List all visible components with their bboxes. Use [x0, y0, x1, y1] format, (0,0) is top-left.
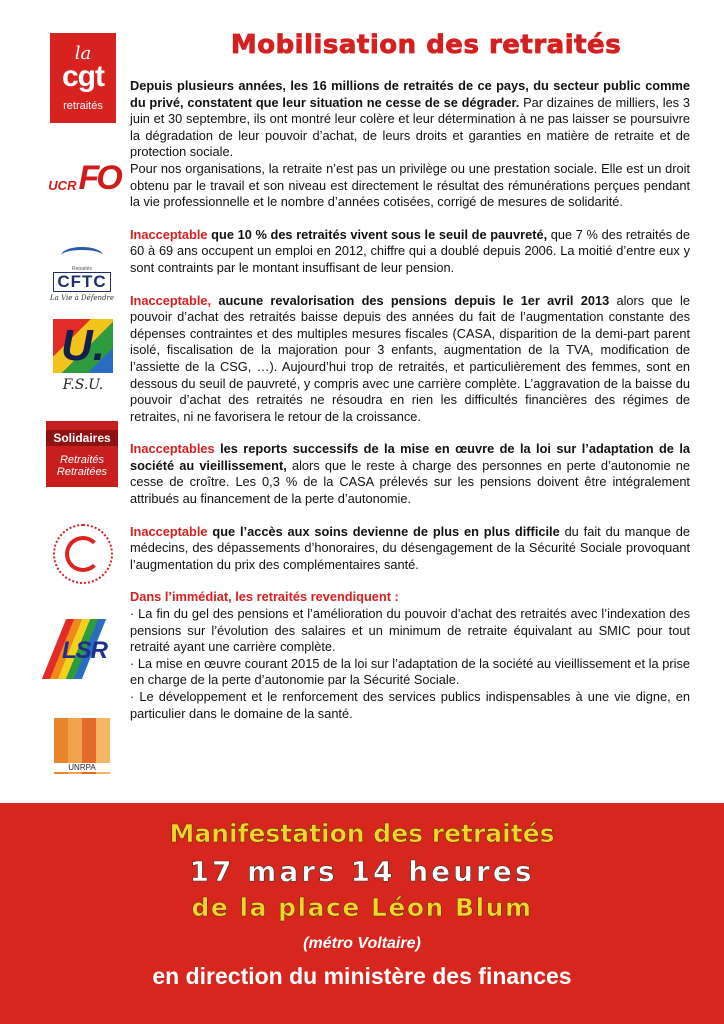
fsu-logo-letter: U.	[61, 321, 105, 370]
ucr-fo-logo-fo: FO	[78, 159, 120, 197]
paragraph-poverty	[130, 227, 690, 277]
cftc-logo-name: CFTC	[53, 272, 110, 292]
banner-destination: en direction du ministère des finances	[152, 963, 572, 989]
cftc-logo-arc	[61, 247, 103, 264]
demands-heading	[130, 589, 690, 606]
solidaires-logo-top: Solidaires	[46, 430, 118, 446]
fgr-logo-ring	[53, 524, 113, 584]
banner-metro: (métro Voltaire)	[303, 935, 421, 952]
banner-date: 17 mars 14 heures	[189, 855, 535, 888]
poverty-bold: que 10 % des retraités vivent sous le seuil de pauvreté,	[207, 226, 548, 242]
solidaires-logo-r2: Retraitées	[56, 466, 108, 478]
intro-rest: Par dizaines de milliers, les 3 juin et 30 septembre, ils ont montré leur colère et leur détermination à ne pas laisser se poursuivre la dégradation de leur pouvoir d’achat, de leurs droits et garanties en matière de retraite et de protection sociale.	[130, 94, 690, 160]
demand-item: · La mise en œuvre courant 2015 de la loi sur l’adaptation de la société au vieillissement et la prise en charge de la perte d’autonomie par la Sécurité Sociale.	[130, 655, 690, 688]
poverty-rest: que 7 % des retraités de 60 à 69 ans occupent un emploi en 2012, chiffre qui a doublé depuis 2006. La moitié d’entre eux y sont contraints par le montant insuffisant de leur pension.	[130, 226, 690, 275]
paragraph-right: Pour nos organisations, la retraite n’est pas un privilège ou une prestation sociale. Elle est un droit obtenu par le travail et son niveau est directement le résultat des rémunérations perçues pendant la vie professionnelle et le nombre d’années cotisées, corrigé de mesures de solidarité.	[130, 160, 690, 210]
fgr-logo	[52, 523, 114, 585]
solidaires-logo	[46, 421, 118, 487]
banner-event: Manifestation des retraités	[169, 819, 555, 848]
autonomy-red: Inacceptables	[130, 441, 215, 457]
intro-bold: Depuis plusieurs années, les 16 millions de retraités de ce pays, du secteur public comme du privé, constatent que leur situation ne cesse de se dégrader.	[130, 78, 690, 110]
fgr-logo-inner	[65, 536, 101, 572]
health-red: Inacceptable	[130, 523, 208, 539]
unrpa-logo-bars	[54, 718, 110, 774]
pensions-rest: alors que le pouvoir d’achat des retraités baisse depuis des années du fait de l’augmentation constante des dépenses contraintes et des multiples mesures fiscales (CASA, disparition de la demi-part parent isolé, fiscalisation de la majoration pour 3 enfants, augmentation de la TVA, modification de l’assiette de la CSG, …). Aujourd’hui trop de retraités, et particulièrement des femmes, sont en dessous du seuil de pauvreté, y compris avec une carrière complète. L’aggravation de la baisse du pouvoir d’achat des retraités ne résoudra en rien les difficultés financières des régimes de retraites, ni ne favorisera le retour de la croissance.	[130, 292, 690, 424]
fsu-logo-box	[53, 319, 113, 373]
unrpa-logo-text: UNRPA	[54, 763, 110, 772]
demands-heading-text: Dans l’immédiat, les retraités revendiquent :	[130, 589, 399, 605]
demand-item: · La fin du gel des pensions et l’amélioration du pouvoir d’achat des retraités avec l’indexation des pensions sur l’évolution des salaires et un minimum de retraite équivalant au SMIC pour tout retraité ayant une carrière complète.	[130, 606, 690, 655]
demonstration-banner	[0, 803, 724, 1024]
unrpa-logo	[52, 712, 112, 780]
autonomy-rest: alors que le reste à charge des personnes en perte d’autonomie ne cesse de croître. Les 0,3 % de la CASA prélevés sur les pensions doivent être intégralement attribués au financement de la perte d’autonomie.	[130, 457, 690, 507]
paragraph-pensions	[130, 293, 690, 426]
lsr-logo	[50, 615, 120, 685]
paragraph-autonomy	[130, 441, 690, 507]
autonomy-bold: les reports successifs de la mise en œuvre de la loi sur l’adaptation de la société au vieillissement,	[130, 441, 690, 473]
leaflet-body	[130, 78, 690, 722]
cftc-logo-motto: La Vie à Défendre	[50, 293, 114, 302]
fsu-logo-label: F.S.U.	[62, 377, 104, 393]
poverty-red: Inacceptable	[130, 226, 208, 242]
fsu-logo	[50, 316, 116, 396]
cgt-logo-la: la	[74, 43, 92, 64]
banner-place: de la place Léon Blum	[191, 893, 533, 922]
page-title: Mobilisation des retraités	[230, 30, 622, 60]
cgt-logo	[50, 33, 116, 123]
ucr-fo-logo-ucr: UCR	[48, 177, 77, 193]
cftc-logo	[40, 243, 124, 305]
cftc-logo-small: Retraités	[71, 265, 92, 272]
pensions-bold: aucune revalorisation des pensions depuis le 1er avril 2013	[211, 292, 610, 308]
pensions-red: Inacceptable,	[130, 292, 212, 308]
paragraph-intro	[130, 78, 690, 161]
paragraph-health	[130, 524, 690, 574]
health-bold: que l’accès aux soins devienne de plus en plus difficile	[207, 523, 560, 539]
solidaires-logo-r1: Retraités	[59, 454, 105, 466]
demand-item: · Le développement et le renforcement des services publics indispensables à une vie digne, en particulier dans le domaine de la santé.	[130, 689, 690, 721]
cgt-logo-sub: retraités	[63, 100, 103, 112]
ucr-fo-logo	[48, 156, 120, 200]
lsr-logo-text: LSR	[62, 637, 107, 664]
health-rest: du fait du manque de médecins, des dépassements d’honoraires, du désengagement de la Sécurité Sociale provoquant l’augmentation du prix des complémentaires santé.	[130, 523, 690, 572]
cgt-logo-name: cgt	[62, 60, 104, 93]
